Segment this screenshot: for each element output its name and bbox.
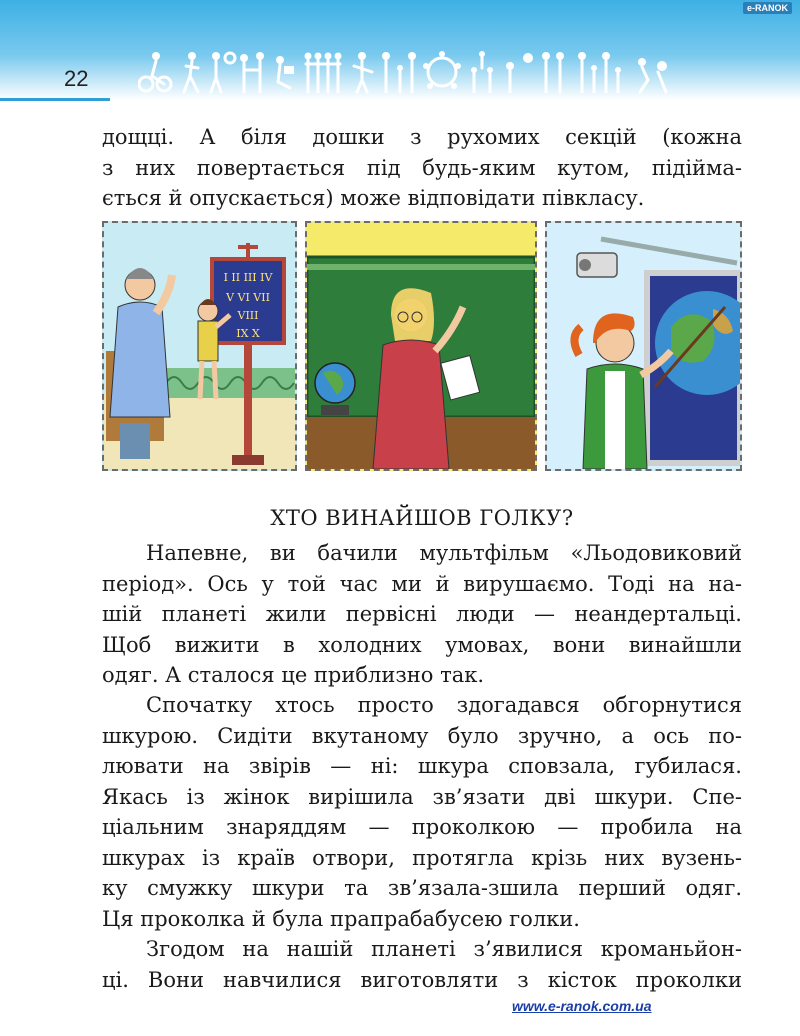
musician-icon [354,52,372,92]
text-line: ку смужку шкури та зв’язала-зшила перший одяг. [102,876,742,900]
illustration-modern-classroom [305,221,537,471]
text-line: одяг. А сталося це приблизно так. [102,663,485,687]
text-line: шкурах із країв отвори, протягла крізь них вузень- [102,845,742,870]
family-walking-icon [578,52,621,92]
text-line: Якась із жінок вирішила зв’язати дві шкури. Спе- [102,784,742,809]
brand-logo: e-RANOK [743,2,792,14]
illustration-row [102,221,742,471]
paragraph-top [102,122,742,214]
board-line-3: VIII [237,309,259,322]
pictogram-strip [138,48,738,96]
adults-icon [542,52,564,92]
text-line: з них повертається під будь-яким кутом, підійма- [102,155,742,180]
text-line: лювати на звірів — ні: шкура сповзала, губилася. [102,754,742,778]
digital-classroom-drawing [547,223,740,469]
ball-player-icon [211,52,235,92]
page-number-rule [0,98,110,101]
group-icon [305,53,342,93]
gardener-icon [638,58,667,92]
text-line: Ця проколка й була прапрабабусею голки. [102,906,580,931]
text-line: ціальним знаряддям — проколкою — пробила на [102,815,742,839]
text-line: Щоб вижити в холодних умовах, вони винайшли [102,632,742,657]
ancient-classroom-drawing [104,223,295,469]
illustration-digital-classroom [545,221,742,471]
text-line: шій планеті жили первісні люди — неандертальці. [102,602,742,626]
board-line-1: I II III IV [223,271,273,284]
circle-of-people-icon [423,51,461,89]
page-number: 22 [64,66,89,91]
human-pyramid-icon [471,51,493,92]
text-line: період». Ось у той час ми й вирушаємо. Тоді на на- [102,571,742,596]
text-line: Напевне, ви бачили мультфільм «Льодовиковий [146,541,742,565]
cyclist-icon [139,52,171,91]
text-line: ється й опускається) може відповідати півкласу. [102,186,645,210]
two-people-icon [240,52,264,92]
board-line-4: IX X [236,327,260,340]
text-line: шкурою. Сидіти вкутаному було зручно, а ось по- [102,723,742,748]
text-line: Згодом на нашій планеті з’явилися кроманьйон- [146,937,742,961]
text-line: Спочатку хтось просто здогадався обгорнутися [146,693,742,717]
sun-child-icon [506,53,533,92]
board-line-2: V VI VII [226,291,270,304]
runner-icon [184,52,198,92]
paragraph-1 [102,538,742,691]
publisher-link[interactable]: www.e-ranok.com.ua [512,998,652,1014]
section-title: ХТО ВИНАЙШОВ ГОЛКУ? [270,506,574,530]
paragraph-3 [102,934,742,995]
text-line: ці. Вони навчилися виготовляти з кісток проколки [102,967,742,992]
illustration-ancient-classroom [102,221,297,471]
family-icon [382,52,416,92]
reader-icon [276,56,294,88]
text-line: дощці. А біля дошки з рухомих секцій (кожна [102,125,742,149]
modern-classroom-drawing [307,223,535,469]
paragraph-2 [102,690,742,934]
